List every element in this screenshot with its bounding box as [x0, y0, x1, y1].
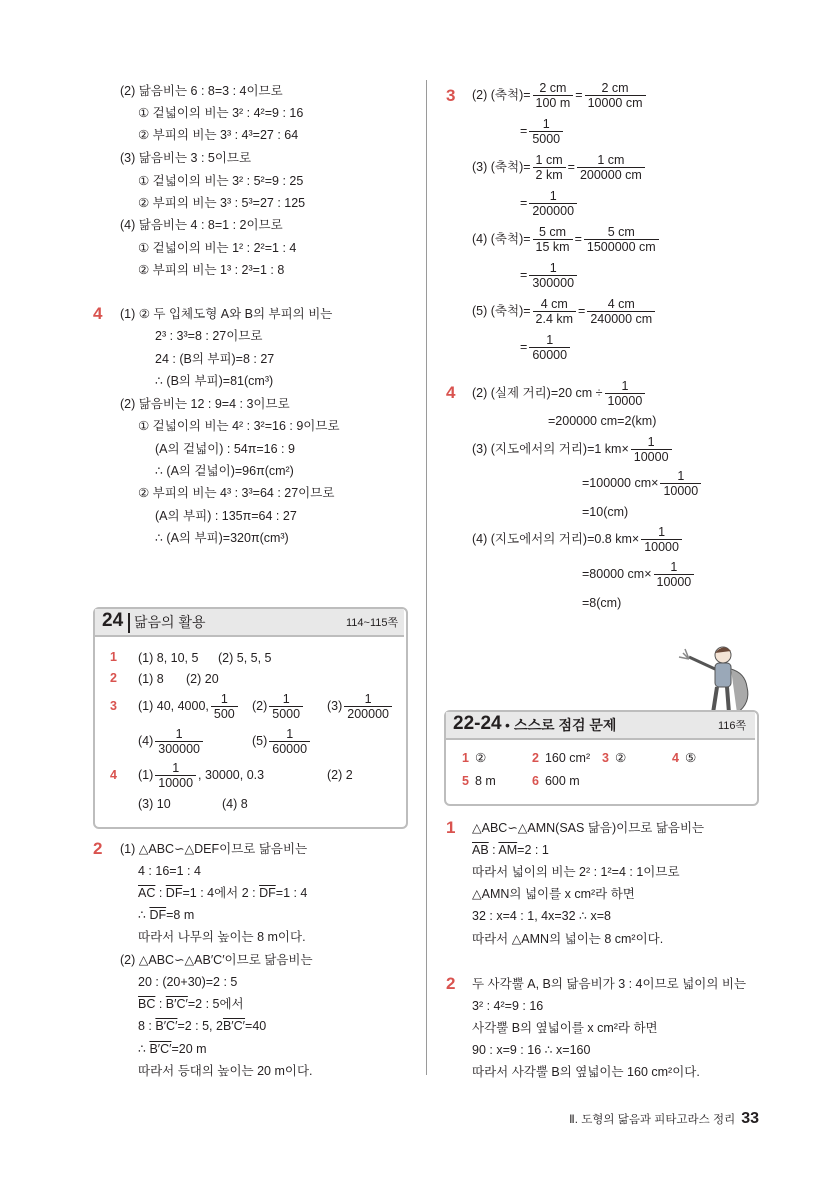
text-line: 따라서 등대의 높이는 20 m이다. [138, 1064, 313, 1078]
formula-line: (3) (지도에서의 거리)=1 km× $\frac{1}{10000}$ [472, 434, 674, 464]
answer-text: (1) 8, 10, 5 [138, 651, 199, 665]
answer-text: (3) 10 [138, 797, 171, 811]
answer-text: (2) 2 [327, 768, 353, 782]
formula-line: =200000 cm=2(km) [548, 414, 657, 428]
bullet-icon: • [505, 717, 510, 733]
text-line: 두 사각뿔 A, B의 닮음비가 3 : 4이므로 넓이의 비는 [472, 977, 747, 991]
section-title: 닮음의 활용 [134, 614, 206, 630]
formula-line: = $\frac{1}{5000}$ [520, 116, 565, 146]
problem-number: 3 [446, 86, 456, 105]
text-line: (A의 겉넓이) : 54π=16 : 9 [155, 442, 295, 456]
formula-line: (2) (실제 거리)=20 cm ÷ $\frac{1}{10000}$ [472, 378, 647, 408]
answer-text: (4) $\frac{1}{300000}$ [138, 726, 205, 756]
text-line: (3) 닮음비는 3 : 5이므로 [120, 151, 252, 165]
formula-line: (3) (축척)= $\frac{1 cm}{2 km}$ = $\frac{1 cm}{200000 cm}$ [472, 152, 647, 182]
formula-line: =10(cm) [582, 505, 629, 519]
text-line: ∴ $\overline{DF}=8$ m [138, 908, 195, 922]
section-title: 스스로 점검 문제 [514, 717, 617, 733]
text-line: ② 부피의 비는 3³ : 5³=27 : 125 [138, 196, 306, 210]
answer-text: (2) $\frac{1}{5000}$ [252, 691, 305, 721]
answer-text: (1) $\frac{1}{10000}$ , 30000, 0.3 [138, 761, 265, 791]
answer-item: 5 8 m [462, 774, 496, 788]
formula-line: (4) (지도에서의 거리)=0.8 km× $\frac{1}{10000}$ [472, 524, 684, 554]
problem-number: 1 [446, 818, 456, 837]
text-line: (1) △ABC∽△DEF이므로 닮음비는 [120, 842, 308, 856]
text-line: $\overline{AB}$ : $\overline{AM}=2$ : 1 [472, 843, 549, 857]
text-line: ① 겉넓이의 비는 3² : 5²=9 : 25 [138, 174, 304, 188]
page-number: 33 [741, 1110, 759, 1127]
formula-line: =80000 cm× $\frac{1}{10000}$ [582, 559, 696, 589]
text-line: (2) 닮음비는 12 : 9=4 : 3이므로 [120, 397, 290, 411]
text-line: $\overline{AC}$ : $\overline{DF}=1$ : 4에서 2 : $\overline{DF}=1$ : 4 [138, 886, 308, 900]
text-line: ② 부피의 비는 3³ : 4³=27 : 64 [138, 128, 299, 142]
answer-item: 4 ⑤ [672, 751, 697, 765]
text-line: (2) △ABC∽△AB′C′이므로 닮음비는 [120, 953, 313, 967]
text-line: (1) ② 두 입체도형 A와 B의 부피의 비는 [120, 307, 333, 321]
answer-number: 4 [110, 768, 117, 782]
text-line: 90 : x=9 : 16 ∴ x=160 [472, 1043, 591, 1057]
section-number: 24 [102, 610, 124, 631]
formula-line: =100000 cm× $\frac{1}{10000}$ [582, 468, 703, 498]
column-divider [426, 80, 427, 1075]
answer-text: (2) 20 [186, 672, 219, 686]
text-line: ∴ (A의 겉넓이)=96π(cm²) [155, 464, 294, 478]
page-range: 116쪽 [718, 720, 747, 732]
formula-line: = $\frac{1}{200000}$ [520, 188, 579, 218]
problem-number: 2 [93, 839, 103, 858]
text-line: ① 겉넓이의 비는 3² : 4²=9 : 16 [138, 106, 304, 120]
text-line: 20 : (20+30)=2 : 5 [138, 975, 238, 989]
character-illustration [665, 643, 765, 717]
formula-line: (5) (축척)= $\frac{4 cm}{2.4 km}$ = $\frac{4 cm}{240000 cm}$ [472, 296, 657, 326]
text-line: 3² : 4²=9 : 16 [472, 999, 544, 1013]
answer-item: 1 ② [462, 751, 487, 765]
text-line: ∴ (A의 부피)=320π(cm³) [155, 531, 289, 545]
section-number: 22-24 [453, 713, 502, 734]
text-line: $\overline{BC}$ : B′C′=2 : 5에서 [138, 997, 244, 1011]
formula-line: = $\frac{1}{300000}$ [520, 260, 579, 290]
answer-text: (1) 40, 4000, $\frac{1}{500}$ [138, 691, 240, 721]
answer-item: 3 ② [602, 751, 627, 765]
problem-number: 2 [446, 974, 456, 993]
answer-item: 6 600 m [532, 774, 580, 788]
text-line: ② 부피의 비는 1³ : 2³=1 : 8 [138, 263, 285, 277]
formula-line: (4) (축척)= $\frac{5 cm}{15 km}$ = $\frac{5 cm}{1500000 cm}$ [472, 224, 661, 254]
page-range: 114~115쪽 [346, 617, 399, 629]
text-line: 4 : 16=1 : 4 [138, 864, 201, 878]
text-line: 따라서 넓이의 비는 2² : 1²=4 : 1이므로 [472, 865, 680, 879]
problem-number: 4 [446, 383, 456, 402]
text-line: ② 부피의 비는 4³ : 3³=64 : 27이므로 [138, 486, 335, 500]
answer-item: 2 160 cm² [532, 751, 591, 765]
formula-line: (2) (축척)= $\frac{2 cm}{100 m}$ = $\frac{2 cm}{10000 cm}$ [472, 80, 648, 110]
page-footer [569, 1110, 759, 1128]
answer-text: (1) 8 [138, 672, 164, 686]
text-line: 8 : B′C′=2 : 5, 2B′C′=40 [138, 1019, 267, 1033]
text-line: 따라서 △AMN의 넓이는 8 cm²이다. [472, 932, 664, 946]
text-line: 따라서 사각뿔 B의 옆넓이는 160 cm²이다. [472, 1065, 700, 1079]
answer-number: 1 [110, 650, 117, 664]
text-line: ① 겉넓이의 비는 1² : 2²=1 : 4 [138, 241, 297, 255]
text-line: 24 : (B의 부피)=8 : 27 [155, 352, 275, 366]
text-line: (A의 부피) : 135π=64 : 27 [155, 509, 297, 523]
formula-line: = $\frac{1}{60000}$ [520, 332, 572, 362]
text-line: △AMN의 넓이를 x cm²라 하면 [472, 887, 635, 901]
answer-text: (5) $\frac{1}{60000}$ [252, 726, 312, 756]
answer-text: (4) 8 [222, 797, 248, 811]
answer-text: (3) $\frac{1}{200000}$ [327, 691, 394, 721]
header-divider [128, 613, 130, 633]
text-line: 32 : x=4 : 1, 4x=32 ∴ x=8 [472, 909, 611, 923]
text-line: (4) 닮음비는 4 : 8=1 : 2이므로 [120, 218, 283, 232]
text-line: △ABC∽△AMN(SAS 닮음)이므로 닮음비는 [472, 821, 705, 835]
text-line: ① 겉넓이의 비는 4² : 3²=16 : 9이므로 [138, 419, 340, 433]
chapter-title: Ⅱ. 도형의 닮음과 피타고라스 정리 [569, 1114, 736, 1126]
text-line: ∴ (B의 부피)=81(cm³) [155, 374, 274, 388]
text-line: 2³ : 3³=8 : 27이므로 [155, 329, 263, 343]
problem-number: 4 [93, 304, 103, 323]
answer-text: (2) 5, 5, 5 [218, 651, 272, 665]
formula-line: =8(cm) [582, 596, 622, 610]
text-line: 따라서 나무의 높이는 8 m이다. [138, 930, 306, 944]
text-line: 사각뿔 B의 옆넓이를 x cm²라 하면 [472, 1021, 658, 1035]
text-line: (2) 닮음비는 6 : 8=3 : 4이므로 [120, 84, 283, 98]
answer-number: 2 [110, 671, 117, 685]
text-line: ∴ B′C′=20 m [138, 1042, 207, 1056]
answer-number: 3 [110, 699, 117, 713]
